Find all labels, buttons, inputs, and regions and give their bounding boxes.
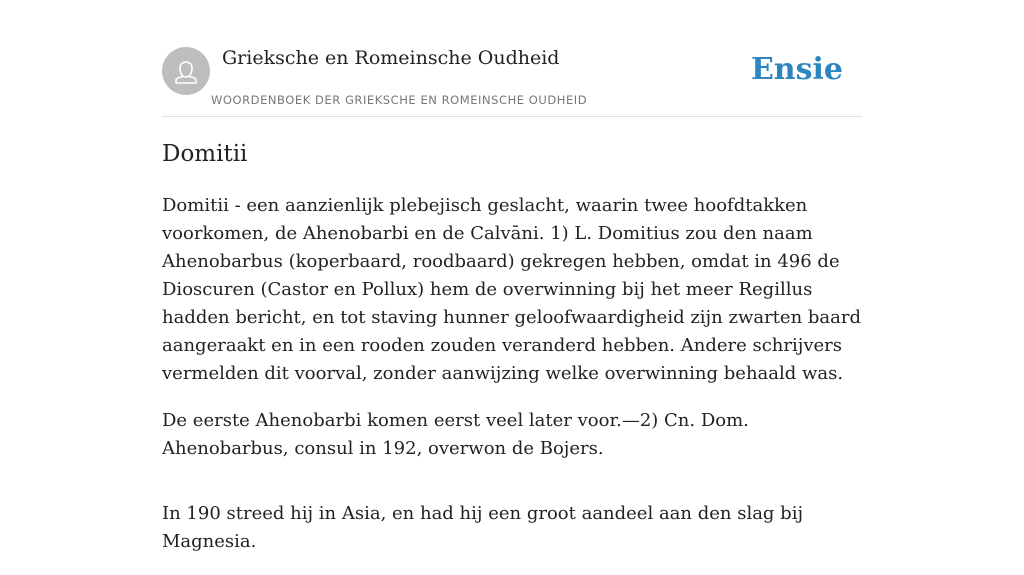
entry-title: Domitii [162, 141, 248, 167]
site-subtitle: WOORDENBOEK DER GRIEKSCHE EN ROMEINSCHE OUDHEID [211, 93, 588, 107]
definition-paragraph: In 190 streed hij in Asia, en had hij een groot aandeel aan den slag bij Magnesia. [162, 503, 804, 552]
definition-paragraph: De eerste Ahenobarbi komen eerst veel later voor.—2) Cn. Dom. Ahenobarbus, consul in 192, overwon de Bojers. [162, 410, 749, 459]
site-title[interactable]: Grieksche en Romeinsche Oudheid [222, 47, 560, 69]
site-header [162, 46, 862, 117]
ensie-logo-link[interactable]: Ensie [750, 52, 843, 87]
user-icon[interactable] [162, 47, 210, 95]
entry-definition [162, 192, 862, 575]
definition-paragraph: Domitii - een aanzienlijk plebejisch geslacht, waarin twee hoofdtakken voorkomen, de Ahenobarbi en de Calvāni. 1) L. Domitius zou den naam Ahenobarbus (koperbaard, roodbaard) gekregen hebben, omdat in 496 de Dioscuren (Castor en Pollux) hem de overwinning bij het meer Regillus hadden bericht, en tot staving hunner geloofwaardigheid zijn zwarten baard aangeraakt en in een rooden zouden veranderd hebben. Andere schrijvers vermelden dit voorval, zonder aanwijzing welke overwinning behaald was. [162, 195, 861, 384]
